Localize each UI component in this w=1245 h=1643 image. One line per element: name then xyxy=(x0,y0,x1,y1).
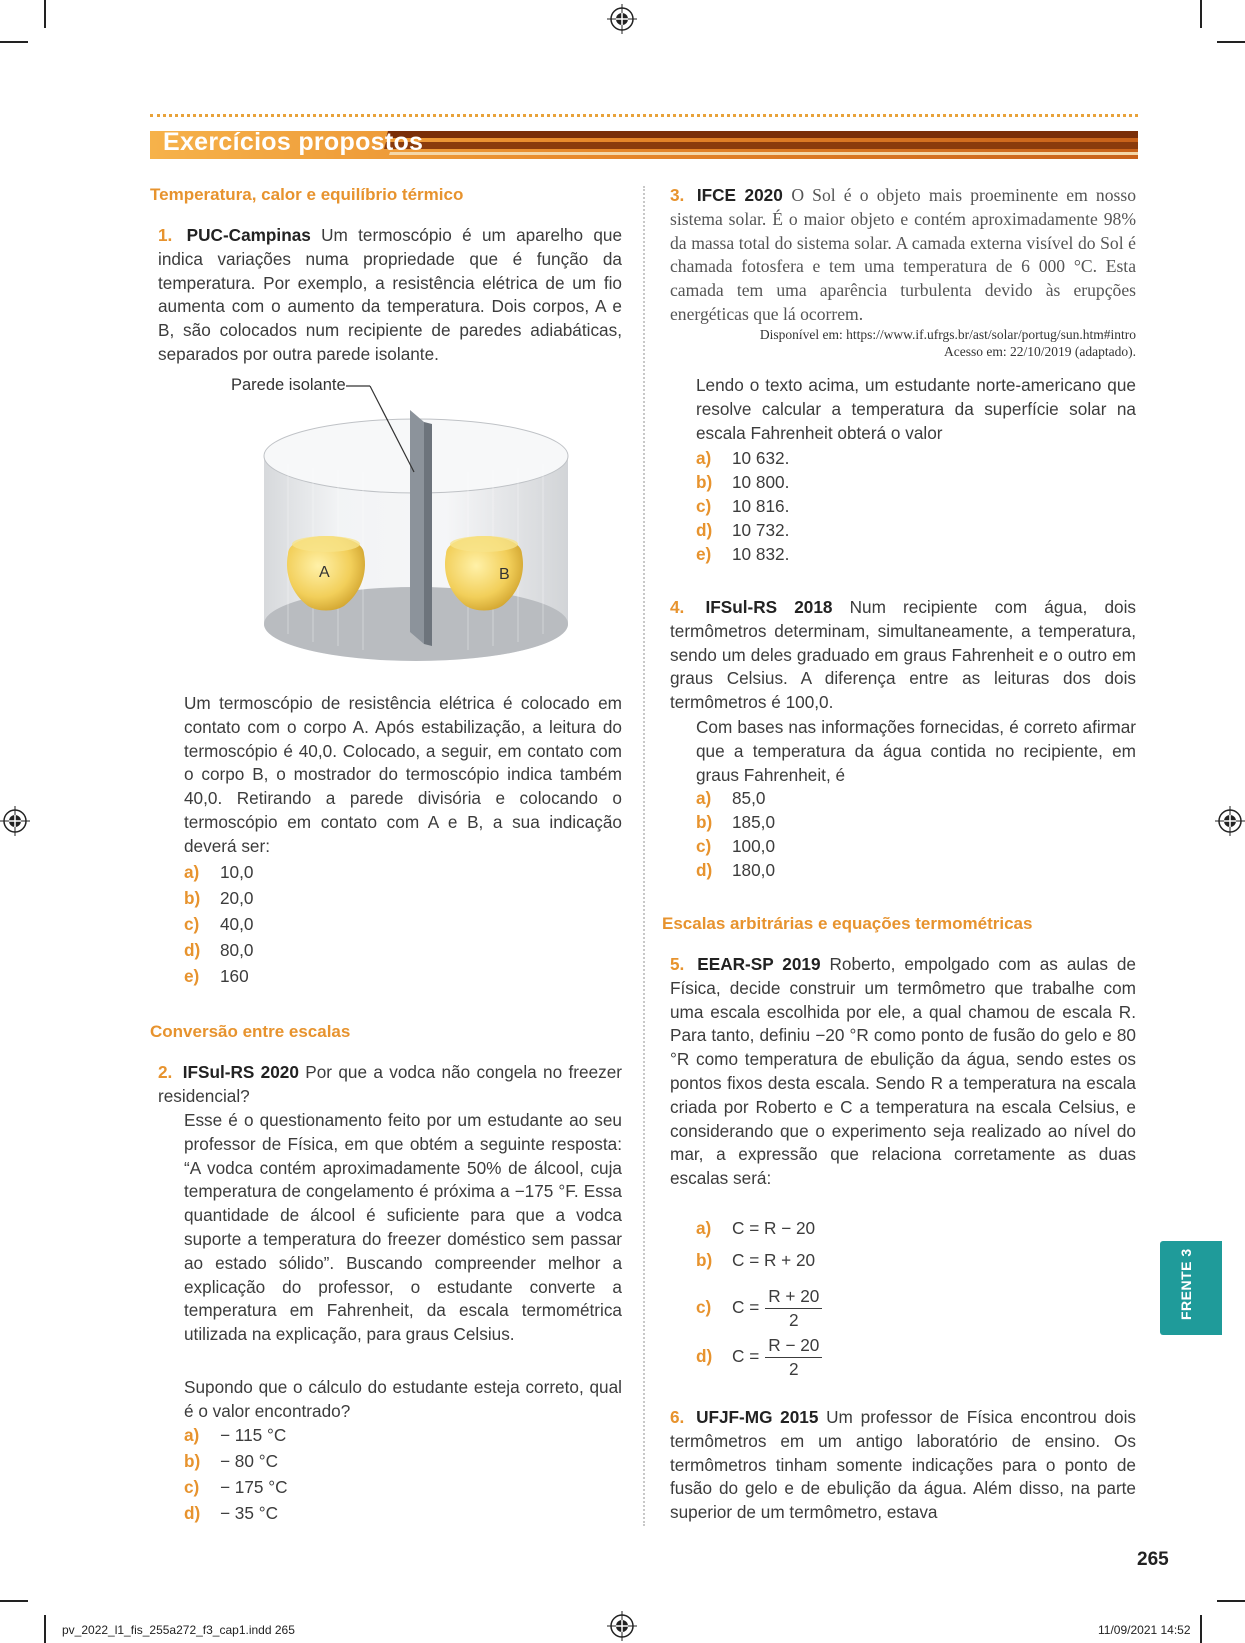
option[interactable]: d) 80,0 xyxy=(184,940,254,960)
section-title-conversion: Conversão entre escalas xyxy=(150,1022,351,1041)
option[interactable]: c) C = $\frac{R + 20}{2}$ xyxy=(696,1286,822,1331)
question-text: Roberto, empolgado com as aulas de Física, decide construir um termômetro que trabalhe com uma escala escolhida por ele, a qual chamou de escala R. Para tanto, definiu −20 °R como ponto de fusão do gelo e 80 °R como temperatura de ebulição da água, sendo estes os pontos fixos desta escala. Sendo R a temperatura na escala criada por Roberto e C a temperatura na escala Celsius, e considerando que o experimento seja realizado ao nível do mar, a expressão que relaciona corretamente as duas escalas será: xyxy=(670,954,1136,1189)
crop-mark xyxy=(1217,41,1245,43)
option[interactable]: b) 10 800. xyxy=(696,472,790,492)
crop-mark xyxy=(1217,1600,1245,1602)
question-3 xyxy=(670,184,1136,327)
question-text: Um termoscópio é um aparelho que indica variações numa propriedade que é função da temperatura. Por exemplo, a resistência elétrica de um fio aumenta com o aumento da temperatura. Dois corpos, A e B, são colocados num recipiente de paredes adiabáticas, separados por outra parede isolante. xyxy=(158,225,622,364)
crop-mark xyxy=(44,0,46,28)
column-divider xyxy=(643,186,645,1526)
option[interactable]: a) − 115 °C xyxy=(184,1425,287,1445)
question-number: 2. xyxy=(158,1062,173,1082)
source-credit: Disponível em: https://www.if.ufrgs.br/ast/solar/portug/sun.htm#intro Acesso em: 22/10/2019 (adaptado). xyxy=(759,327,1136,359)
footer-file: pv_2022_l1_fis_255a272_f3_cap1.indd 265 xyxy=(62,1623,295,1637)
question-source: IFSul-RS 2018 xyxy=(705,597,833,617)
section-header-title: Exercícios propostos xyxy=(163,128,424,156)
option[interactable]: a) 10 632. xyxy=(696,448,790,468)
question-number: 5. xyxy=(670,954,685,974)
figure-label-a: A xyxy=(319,564,330,581)
question-4-question: Com bases nas informações fornecidas, é correto afirmar que a temperatura da água contida no recipiente, em graus Fahrenheit, é xyxy=(696,717,1136,785)
option[interactable]: c) − 175 °C xyxy=(184,1477,288,1497)
question-3-question: Lendo o texto acima, um estudante norte-americano que resolve calcular a temperatura da superfície solar na escala Fahrenheit obterá o valor xyxy=(696,375,1136,443)
question-6 xyxy=(670,1406,1136,1525)
question-source: IFCE 2020 xyxy=(696,185,783,205)
question-1-options xyxy=(184,862,484,992)
question-number: 6. xyxy=(670,1407,685,1427)
question-2 xyxy=(158,1061,622,1109)
question-1-continuation: Um termoscópio de resistência elétrica é colocado em contato com o corpo A. Após estabilização, a leitura do termoscópio é 40,0. Colocado, a seguir, em contato com o corpo B, o mostrador do termoscópio indica também 40,0. Retirando a parede divisória e colocando o termoscópio em contato com A e B, a sua indicação deverá ser: xyxy=(184,693,622,856)
option[interactable]: a) 10,0 xyxy=(184,862,254,882)
question-number: 4. xyxy=(670,597,685,617)
question-5-options xyxy=(696,1218,996,1378)
option[interactable]: b) − 80 °C xyxy=(184,1451,278,1471)
question-source: EEAR-SP 2019 xyxy=(697,954,821,974)
option[interactable]: d) − 35 °C xyxy=(184,1503,278,1523)
crop-mark xyxy=(0,1600,28,1602)
question-2-question: Supondo que o cálculo do estudante esteja correto, qual é o valor encontrado? xyxy=(184,1377,622,1421)
option[interactable]: b) C = R + 20 xyxy=(696,1250,816,1270)
container-diagram xyxy=(218,384,598,684)
registration-target-icon xyxy=(0,806,30,836)
option[interactable]: e) 160 xyxy=(184,966,249,986)
fraction: $\frac{R - 20}{2}$ xyxy=(765,1335,822,1380)
option[interactable]: c) 40,0 xyxy=(184,914,254,934)
question-1 xyxy=(158,224,622,367)
question-source: PUC-Campinas xyxy=(186,225,311,245)
question-4-options xyxy=(696,788,996,888)
crop-mark xyxy=(1200,0,1202,28)
registration-target-icon xyxy=(607,4,637,34)
question-number: 3. xyxy=(670,185,685,205)
crop-mark xyxy=(1200,1615,1202,1643)
question-text: O Sol é o objeto mais proeminente em nosso sistema solar. É o maior objeto e contém aproximadamente 98% da massa total do sistema solar. A camada externa visível do Sol é chamada fotosfera e tem uma temperatura de 6 000 °C. Esta camada tem uma aparência turbulenta devido às erupções energéticas que lá ocorrem. xyxy=(670,185,1137,324)
container-figure xyxy=(218,376,598,684)
option[interactable]: b) 185,0 xyxy=(696,812,776,832)
question-3-options xyxy=(696,448,996,568)
registration-target-icon xyxy=(1215,806,1245,836)
option[interactable]: d) C = $\frac{R - 20}{2}$ xyxy=(696,1335,822,1380)
figure-label-b: B xyxy=(499,566,510,583)
question-intro: Por que a vodca não congela no freezer residencial? xyxy=(158,1062,623,1106)
option[interactable]: c) 100,0 xyxy=(696,836,776,856)
question-source: UFJF-MG 2015 xyxy=(696,1407,819,1427)
footer-date: 11/09/2021 14:52 xyxy=(1098,1623,1191,1637)
question-text: Num recipiente com água, dois termômetros determinam, simultaneamente, a temperatura, sendo um deles graduado em graus Fahrenheit e o outro em graus Celsius. A diferença entre as leituras dos dois termômetros é 100,0. xyxy=(670,597,1136,713)
figure-label-wall: Parede isolante xyxy=(231,376,346,394)
option[interactable]: d) 10 732. xyxy=(696,520,790,540)
option[interactable]: e) 10 832. xyxy=(696,544,790,564)
page-number: 265 xyxy=(1137,1549,1169,1570)
option[interactable]: b) 20,0 xyxy=(184,888,254,908)
option[interactable]: a) C = R − 20 xyxy=(696,1218,816,1238)
header-dotted-rule xyxy=(150,114,1138,117)
crop-mark xyxy=(44,1615,46,1643)
question-text: Um professor de Física encontrou dois termômetros em um antigo laboratório de ensino. Os termômetros tinham somente indicações para o ponto de fusão do gelo e de ebulição da água. Além disso, na parte superior de um termômetro, estava xyxy=(670,1407,1137,1523)
crop-mark xyxy=(0,41,28,43)
option[interactable]: c) 10 816. xyxy=(696,496,790,516)
fraction: $\frac{R + 20}{2}$ xyxy=(765,1286,822,1331)
question-source: IFSul-RS 2020 xyxy=(182,1062,299,1082)
option[interactable]: d) 180,0 xyxy=(696,860,776,880)
question-5 xyxy=(670,953,1136,1191)
question-4 xyxy=(670,596,1136,715)
question-number: 1. xyxy=(158,225,173,245)
registration-target-icon xyxy=(607,1611,637,1641)
side-tab-label: FRENTE 3 xyxy=(1178,1248,1194,1320)
section-title-temperature: Temperatura, calor e equilíbrio térmico xyxy=(150,185,464,204)
question-2-options xyxy=(184,1425,484,1535)
section-title-arbitrary-scales: Escalas arbitrárias e equações termométricas xyxy=(662,914,1033,933)
option[interactable]: a) 85,0 xyxy=(696,788,766,808)
question-2-text: Esse é o questionamento feito por um estudante ao seu professor de Física, em que obtém a seguinte resposta: “A vodca contém aproximadamente 50% de álcool, cuja temperatura de congelamento é próxima a −175 °F. Essa quantidade de álcool é suficiente para que a vodca suporte a temperatura do freezer doméstico sem passar ao estado sólido”. Buscando compreender melhor a explicação do professor, o estudante converte a temperatura em Fahrenheit, da escala termométrica utilizada na explicação, para graus Celsius. xyxy=(184,1110,622,1345)
